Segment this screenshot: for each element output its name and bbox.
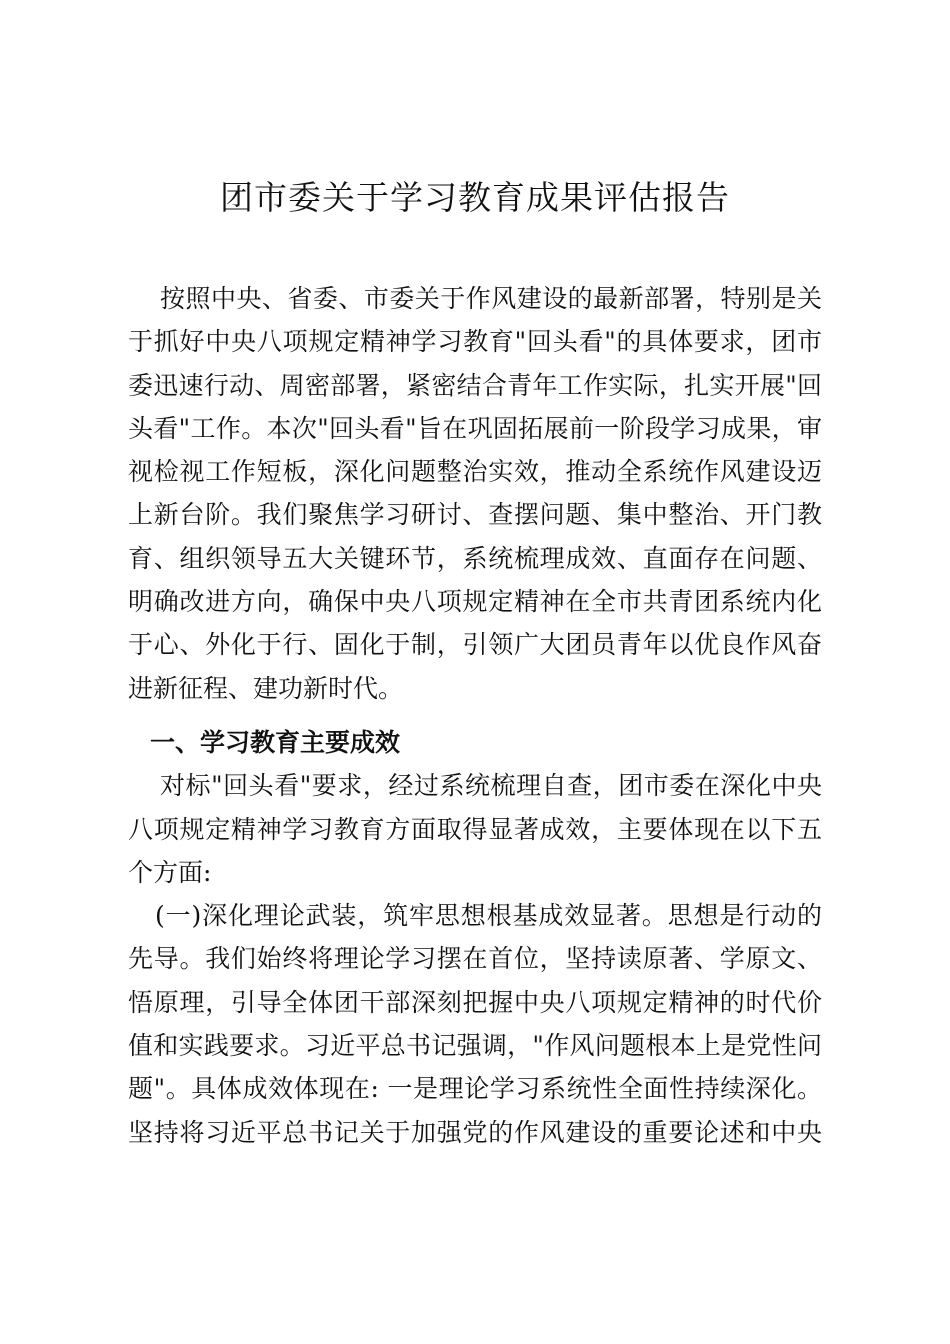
text-line: 八项规定精神学习教育方面取得显著成效，主要体现在以下五 — [128, 814, 822, 844]
text-line: 先导。我们始终将理论学习摆在首位，坚持读原著、学原文、 — [128, 944, 822, 974]
section-heading: 一、学习教育主要成效 — [150, 727, 401, 757]
text-line: 个方面: — [128, 857, 212, 887]
document-title: 团市委关于学习教育成果评估报告 — [220, 178, 730, 217]
text-line: (一)深化理论武装，筑牢思想根基成效显著。思想是行动的 — [155, 901, 822, 931]
text-line: 按照中央、省委、市委关于作风建设的最新部署，特别是关 — [160, 284, 822, 313]
text-line: 视检视工作短板，深化问题整治实效，推动全系统作风建设迈 — [128, 457, 822, 487]
subsection-paragraph — [128, 894, 822, 1154]
text-line: 悟原理，引导全体团干部深刻把握中央八项规定精神的时代价 — [128, 987, 822, 1017]
text-line: 于抓好中央八项规定精神学习教育"回头看"的具体要求，团市 — [128, 327, 822, 357]
text-line: 育、组织领导五大关键环节，系统梳理成效、直面存在问题、 — [128, 543, 822, 573]
text-line: 头看"工作。本次"回头看"旨在巩固拓展前一阶段学习成果，审 — [128, 413, 822, 443]
text-line: 上新台阶。我们聚焦学习研讨、查摆问题、集中整治、开门教 — [128, 500, 822, 530]
document-body — [128, 277, 822, 1154]
text-line: 委迅速行动、周密部署，紧密结合青年工作实际，扎实开展"回 — [128, 370, 822, 400]
intro-paragraph — [128, 277, 822, 710]
text-line: 于心、外化于行、固化于制，引领广大团员青年以优良作风奋 — [128, 630, 822, 660]
text-line: 明确改进方向，确保中央八项规定精神在全市共青团系统内化 — [128, 587, 822, 617]
section-intro-paragraph — [128, 764, 822, 894]
text-line: 坚持将习近平总书记关于加强党的作风建设的重要论述和中央 — [128, 1117, 822, 1147]
text-line: 值和实践要求。习近平总书记强调，"作风问题根本上是党性问 — [128, 1031, 822, 1061]
text-line: 对标"回头看"要求，经过系统梳理自查，团市委在深化中央 — [160, 771, 822, 801]
text-line: 进新征程、建功新时代。 — [128, 673, 404, 703]
text-line: 题"。具体成效体现在: 一是理论学习系统性全面性持续深化。 — [128, 1074, 822, 1104]
